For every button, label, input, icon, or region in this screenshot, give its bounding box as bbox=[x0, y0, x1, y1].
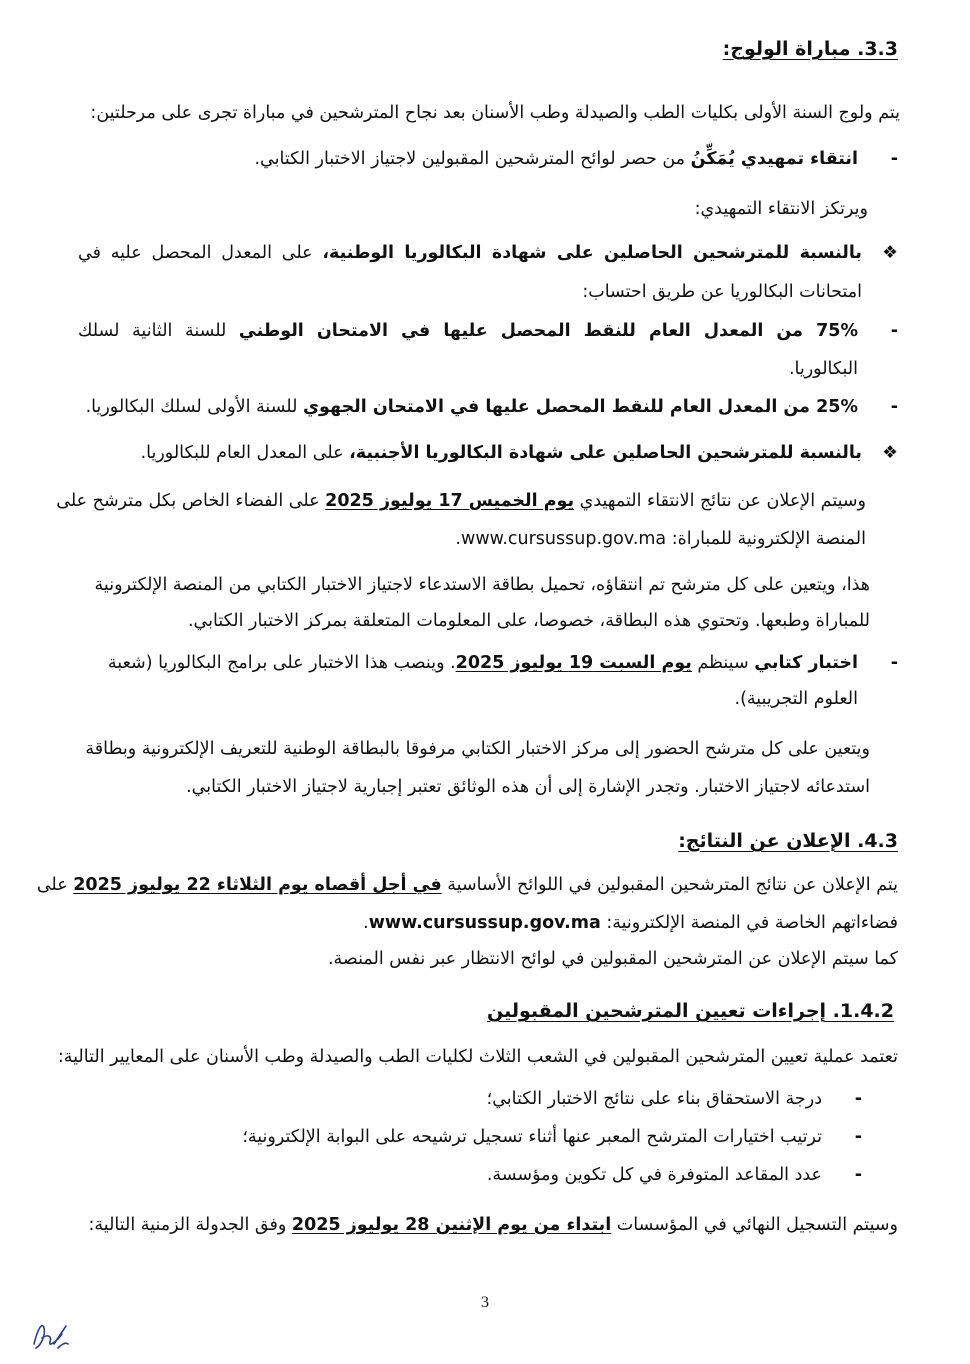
dash-bullet: - bbox=[890, 321, 898, 341]
page-number: 3 bbox=[481, 1294, 489, 1311]
diamond-bullet-icon: ❖ bbox=[882, 443, 898, 463]
platform-url-link[interactable]: www.cursussup.gov.ma bbox=[368, 913, 601, 933]
pct75-line2: البكالوريا. bbox=[788, 359, 858, 379]
national-bac-item: ❖ بالنسبة للمترشحين الحاصلين على شهادة البكالوريا الوطنية، على المعدل المحصل عليه في bbox=[78, 240, 898, 267]
results-announcement-line1: يتم الإعلان عن نتائج المترشحين المقبولين في اللوائح الأساسية في أجل أقصاه يوم الثلاثاء 22 يوليوز 2025 على bbox=[36, 875, 898, 895]
written-exam-item: - اختبار كتابي سينظم يوم السبت 19 يوليوز 2025. وينصب هذا الاختبار على برامج البكالوريا (شعبة bbox=[78, 650, 898, 677]
download-convocation-line1: هذا، ويتعين على كل مترشح تم انتقاؤه، تحميل بطاقة الاستدعاء لاجتياز الاختبار الكتابي من المنصة الإلكترونية bbox=[94, 575, 870, 595]
dash-bullet: - bbox=[890, 653, 898, 673]
stage1-item: - انتقاء تمهيدي يُمَكِّنُ من حصر لوائح المترشحين المقبولين لاجتياز الاختبار الكتابي. bbox=[78, 146, 898, 173]
criteria-item: - عدد المقاعد المتوفرة في كل تكوين ومؤسسة. bbox=[78, 1162, 862, 1189]
pct75-item: - 75% من المعدل العام للنقط المحصل عليها في الامتحان الوطني للسنة الثانية لسلك bbox=[78, 318, 898, 345]
pct25-item: - 25% من المعدل العام للنقط المحصل عليها في الامتحان الجهوي للسنة الأولى لسلك البكالوريا. bbox=[78, 394, 898, 421]
criteria-item: - درجة الاستحقاق بناء على نتائج الاختبار الكتابي؛ bbox=[78, 1086, 862, 1113]
foreign-bac-item: ❖ بالنسبة للمترشحين الحاصلين على شهادة البكالوريا الأجنبية، على المعدل العام للبكالوريا. bbox=[78, 440, 898, 467]
platform-url-link[interactable]: www.cursussup.gov.ma bbox=[461, 529, 667, 549]
assignment-intro: تعتمد عملية تعيين المترشحين المقبولين في الشعب الثلاث لكليات الطب والصيدلة وطب الأسنان على المعايير التالية: bbox=[57, 1047, 898, 1067]
final-registration-line: وسيتم التسجيل النهائي في المؤسسات ابتداء من يوم الإثنين 28 يوليوز 2025 وفق الجدولة الزمنية التالية: bbox=[88, 1215, 898, 1235]
based-on-text: ويرتكز الانتقاء التمهيدي: bbox=[694, 199, 868, 219]
section-heading-4-3: 4.3. الإعلان عن النتائج: bbox=[678, 830, 898, 852]
diamond-bullet-icon: ❖ bbox=[882, 243, 898, 263]
dash-bullet: - bbox=[854, 1089, 862, 1109]
written-exam-line2: العلوم التجريبية). bbox=[734, 689, 858, 709]
results-announcement-line2: فضاءاتهم الخاصة في المنصة الإلكترونية: www.cursussup.gov.ma. bbox=[363, 913, 898, 933]
section-heading-1-4-2: 1.4.2. إجراءات تعيين المترشحين المقبولين bbox=[486, 1000, 894, 1022]
criteria-item: - ترتيب اختيارات المترشح المعبر عنها أثناء تسجيل ترشيحه على البوابة الإلكترونية؛ bbox=[78, 1124, 862, 1151]
dash-bullet: - bbox=[890, 149, 898, 169]
download-convocation-line2: للمباراة وطبعها. وتحتوي هذه البطاقة، خصوصا، على المعلومات المتعلقة بمركز الاختبار الكتابي. bbox=[187, 611, 870, 631]
waitlist-announcement: كما سيتم الإعلان عن المترشحين المقبولين في لوائح الانتظار عبر نفس المنصة. bbox=[327, 949, 898, 969]
signature-initials-icon bbox=[28, 1318, 72, 1352]
section-heading-3-3: 3.3. مباراة الولوج: bbox=[722, 38, 898, 60]
dash-bullet: - bbox=[890, 397, 898, 417]
preselection-results-line1: وسيتم الإعلان عن نتائج الانتقاء التمهيدي يوم الخميس 17 يوليوز 2025 على الفضاء الخاص بكل مترشح على bbox=[56, 491, 866, 511]
attendance-line2: استدعائه لاجتياز الاختبار. وتجدر الإشارة إلى أن هذه الوثائق تعتبر إجبارية لاجتياز الاختبار الكتابي. bbox=[186, 777, 870, 797]
dash-bullet: - bbox=[854, 1165, 862, 1185]
national-bac-line2: امتحانات البكالوريا عن طريق احتساب: bbox=[582, 282, 862, 302]
dash-bullet: - bbox=[854, 1127, 862, 1147]
intro-paragraph: يتم ولوج السنة الأولى بكليات الطب والصيدلة وطب الأسنان بعد نجاح المترشحين في مباراة تجرى على مرحلتين: bbox=[90, 103, 900, 123]
attendance-line1: ويتعين على كل مترشح الحضور إلى مركز الاختبار الكتابي مرفوقا بالبطاقة الوطنية للتعريف الإلكترونية وبطاقة bbox=[85, 739, 870, 759]
preselection-results-line2: المنصة الإلكترونية للمباراة: www.cursussup.gov.ma. bbox=[455, 529, 866, 549]
